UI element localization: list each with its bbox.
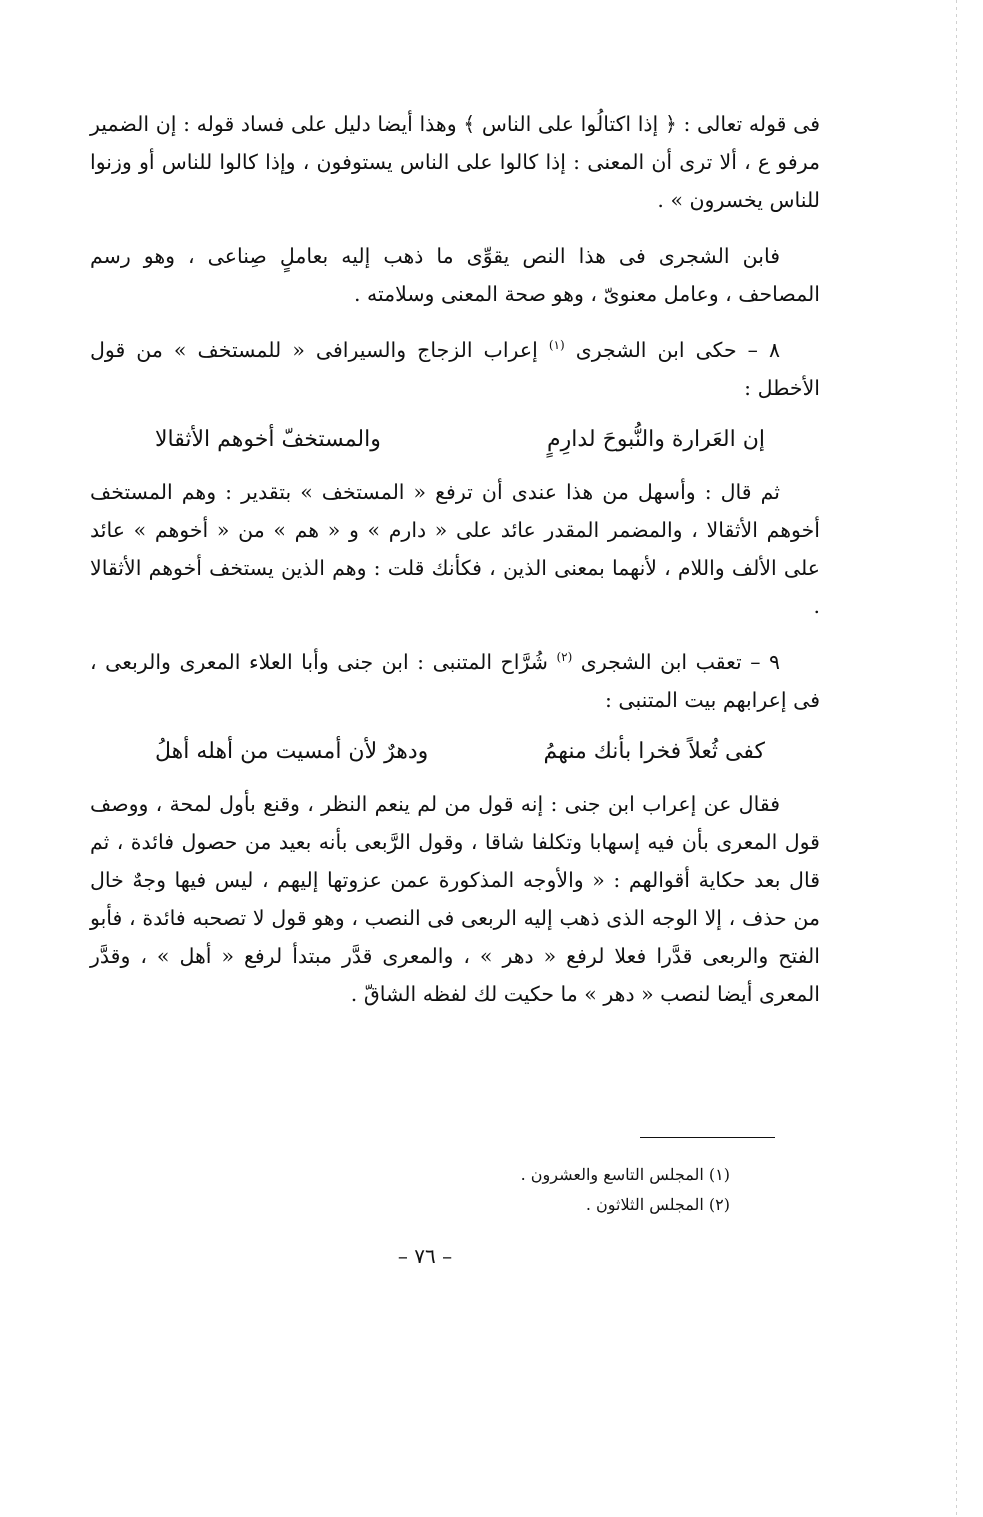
footnote-2: (٢) المجلس الثلاثون . [585,1195,730,1214]
page-body [90,105,820,1013]
paragraph-5-rest: شُرَّاح المتنبى : ابن جنى وأبا العلاء المعرى والربعى ، فى إعرابهم بيت المتنبى : [90,650,820,712]
footnote-ref-1: (١) [548,338,565,353]
verse-1-second-hemistich: والمستخفّ أخوهم الأثقالا [155,427,381,452]
footnote-ref-2: (٢) [556,650,573,665]
paragraph-5 [90,643,820,719]
paragraph-5-lead: ٩ – تعقب ابن الشجرى [580,650,780,674]
paragraph-3-lead: ٨ – حكى ابن الشجرى [575,338,780,362]
verse-2-second-hemistich: ودهرٌ لأن أمسيت من أهله أهلُ [155,739,429,764]
paragraph-6: فقال عن إعراب ابن جنى : إنه قول من لم ينعم النظر ، وقنع بأول لمحة ، ووصف قول المعرى بأن فيه إسهابا وتكلفا شاقا ، وقول الرَّبعى بأنه بعيد من حصول فائدة ، ثم قال بعد حكاية أقوالهم : « والأوجه المذكورة عمن عزوتها إليهم ، ليس فيها وجهٌ خال من حذف ، إلا الوجه الذى ذهب إليه الربعى فى النصب ، وهو قول لا تصحبه فائدة ، فأبو الفتح والربعى قدَّرا فعلا لرفع « دهر » ، والمعرى قدَّر مبتدأ لرفع « أهل » ، وقدَّر المعرى أيضا لنصب « دهر » ما حكيت لك لفظه الشاقّ . [90,792,820,1006]
paragraph-2: فابن الشجرى فى هذا النص يقوِّى ما ذهب إليه بعاملٍ صِناعى ، وهو رسم المصاحف ، وعامل معنوىّ ، وهو صحة المعنى وسلامته . [90,244,820,306]
verse-1 [155,421,765,459]
verse-1-first-hemistich: إن العَرارة والنُّبوحَ لدارِمٍ [547,427,765,452]
verse-2-first-hemistich: كفى ثُعلاً فخرا بأنك منهمُ [543,739,765,764]
paragraph-4: ثم قال : وأسهل من هذا عندى أن ترفع « المستخف » بتقدير : وهم المستخف أخوهم الأثقالا ، والمضمر المقدر عائد على « دارم » و « هم » من « أخوهم » عائد على الألف واللام ، لأنهما بمعنى الذين ، فكأنك قلت : وهم الذين يستخف أخوهم الأثقالا . [90,480,820,618]
footnote-1: (١) المجلس التاسع والعشرون . [520,1165,730,1184]
paragraph-1: فى قوله تعالى : ﴿ إذا اكتالُوا على الناس ﴾ وهذا أيضا دليل على فساد قوله : إن الضمير مرفو ع ، ألا ترى أن المعنى : إذا كالوا على الناس يستوفون ، وإذا كالوا للناس أو وزنوا للناس يخسرون » . [90,112,820,212]
page-number: – ٧٦ – [397,1244,453,1268]
scan-edge-line [956,0,957,1517]
paragraph-3-rest: إعراب الزجاج والسيرافى « للمستخف » من قول الأخطل : [90,338,820,400]
verse-2 [155,733,765,771]
paragraph-3 [90,331,820,407]
footnotes [400,1160,730,1220]
footnote-separator [640,1137,775,1138]
